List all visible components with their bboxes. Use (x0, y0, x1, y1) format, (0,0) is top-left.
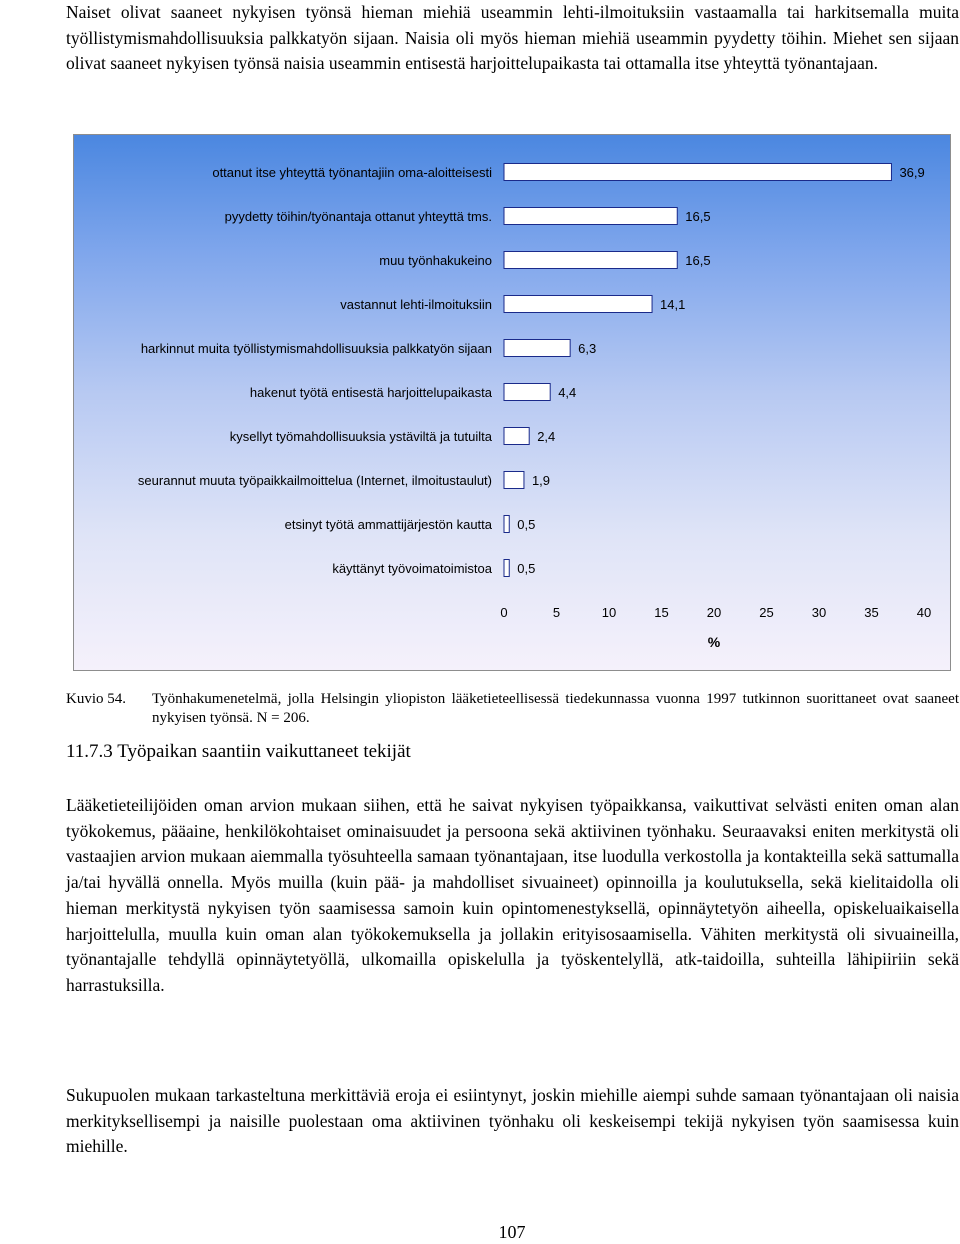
bar-chart (73, 134, 951, 671)
intro-paragraph: Naiset olivat saaneet nykyisen työnsä hieman miehiä useammin lehti-ilmoituksiin vastaamalla tai harkitsemalla muita työllistymismahdollisuuksia palkkatyön sijaan. Naisia oli myös hieman miehiä useammin pyydetty töihin. Miehet sen sijaan olivat saaneet nykyisen työnsä naisia useammin entisestä harjoittelupaikasta tai ottamalla itse yhteyttä työnantajaan. (66, 2, 959, 74)
bar (504, 208, 677, 225)
category-label: harkinnut muita työllistymismahdollisuuksia palkkatyön sijaan (140, 341, 492, 356)
page-number: 107 (498, 1222, 526, 1242)
category-label: käyttänyt työvoimatoimistoa (332, 561, 492, 576)
bar (504, 340, 570, 357)
category-label: seurannut muuta työpaikkailmoittelua (Internet, ilmoitustaulut) (137, 473, 492, 488)
x-tick-label: 40 (916, 605, 932, 620)
bar-value-label: 0,5 (517, 561, 536, 576)
body-paragraph: Sukupuolen mukaan tarkasteltuna merkittäviä eroja ei esiintynyt, joskin miehille aiempi suhde samaan työnantajaan oli naisia merkityksellisempi ja naisille puolestaan oma aktiivinen työnhaku oli keskeisempi tekijä nykyisen työn saamisessa kuin miehille. (66, 1085, 959, 1157)
x-tick-label: 25 (759, 605, 774, 620)
category-label: kysellyt työmahdollisuuksia ystäviltä ja tutuilta (229, 429, 492, 444)
body-paragraph: Lääketieteilijöiden oman arvion mukaan siihen, että he saivat nykyisen työpaikkansa, vaikuttivat selvästi eniten oman alan työkokemus, pääaine, henkilökohtaiset ominaisuudet ja persoona sekä aktiivinen työnhaku. Seuraavaksi eniten merkitystä oli vastaajien arvion mukaan aiemmalla työsuhteella samaan työnantajaan, itse luodulla verkostolla ja kontakteilla sekä sattumalla ja/tai hyvällä onnella. Myös muilla (kuin pää- ja mahdolliset sivuaineet) opinnoilla ja koulutuksella, sekä kielitaidolla oli hieman merkitystä nykyisen työn saamisessa samoin kuin opintomenestyksellä, opinnäytetyön aiheella, opiskeluaikaisella harjoittelulla, muulla kuin oman alan työkokemuksella ja jollakin erityisosaamisella. Vähiten merkitystä oli sivuaineilla, työnantajalle tehdyllä opinnäytetyöllä, ulkomailla opiskelulla ja työskentelyllä, atk-taidoilla, suhteilla lähipiiriin sekä harrastuksilla. (66, 795, 959, 995)
bar (504, 428, 529, 445)
bar (504, 516, 509, 533)
bar (504, 472, 524, 489)
category-label: muu työnhakukeino (379, 253, 492, 268)
bar-value-label: 36,9 (899, 165, 925, 180)
section-heading: 11.7.3 Työpaikan saantiin vaikuttaneet tekijät (66, 741, 411, 762)
x-tick-label: 10 (601, 605, 617, 620)
bar-value-label: 1,9 (531, 473, 551, 488)
bar-value-label: 2,4 (537, 429, 556, 444)
category-label: pyydetty töihin/työnantaja ottanut yhteyttä tms. (224, 209, 492, 224)
figure-label: Kuvio 54. (66, 691, 126, 707)
bar-value-label: 14,1 (660, 297, 686, 312)
bar (504, 252, 677, 269)
bar-value-label: 16,5 (685, 209, 711, 224)
bar-value-label: 0,5 (517, 517, 536, 532)
x-axis-label: % (707, 634, 721, 650)
category-label: etsinyt työtä ammattijärjestön kautta (284, 517, 492, 532)
x-tick-label: 0 (500, 605, 508, 620)
x-tick-label: 20 (706, 605, 722, 620)
x-tick-label: 35 (864, 605, 879, 620)
category-label: ottanut itse yhteyttä työnantajiin oma-aloitteisesti (212, 165, 492, 180)
x-tick-label: 30 (811, 605, 827, 620)
bar-value-label: 16,5 (685, 253, 711, 268)
bar-value-label: 6,3 (578, 341, 597, 356)
figure-caption: Työnhakumenetelmä, jolla Helsingin yliopiston lääketieteellisessä tiedekunnassa vuonna 1997 tutkinnon suorittaneet ovat saaneet nykyisen työnsä. N = 206. (152, 691, 959, 726)
bar-value-label: 4,4 (558, 385, 577, 400)
bar (504, 164, 891, 181)
category-label: vastannut lehti-ilmoituksiin (340, 297, 492, 312)
x-tick-label: 15 (654, 605, 669, 620)
bar (504, 560, 509, 577)
chart-svg (74, 135, 952, 672)
category-label: hakenut työtä entisestä harjoittelupaikasta (249, 385, 492, 400)
bar (504, 384, 550, 401)
bar (504, 296, 652, 313)
x-tick-label: 5 (552, 605, 561, 620)
